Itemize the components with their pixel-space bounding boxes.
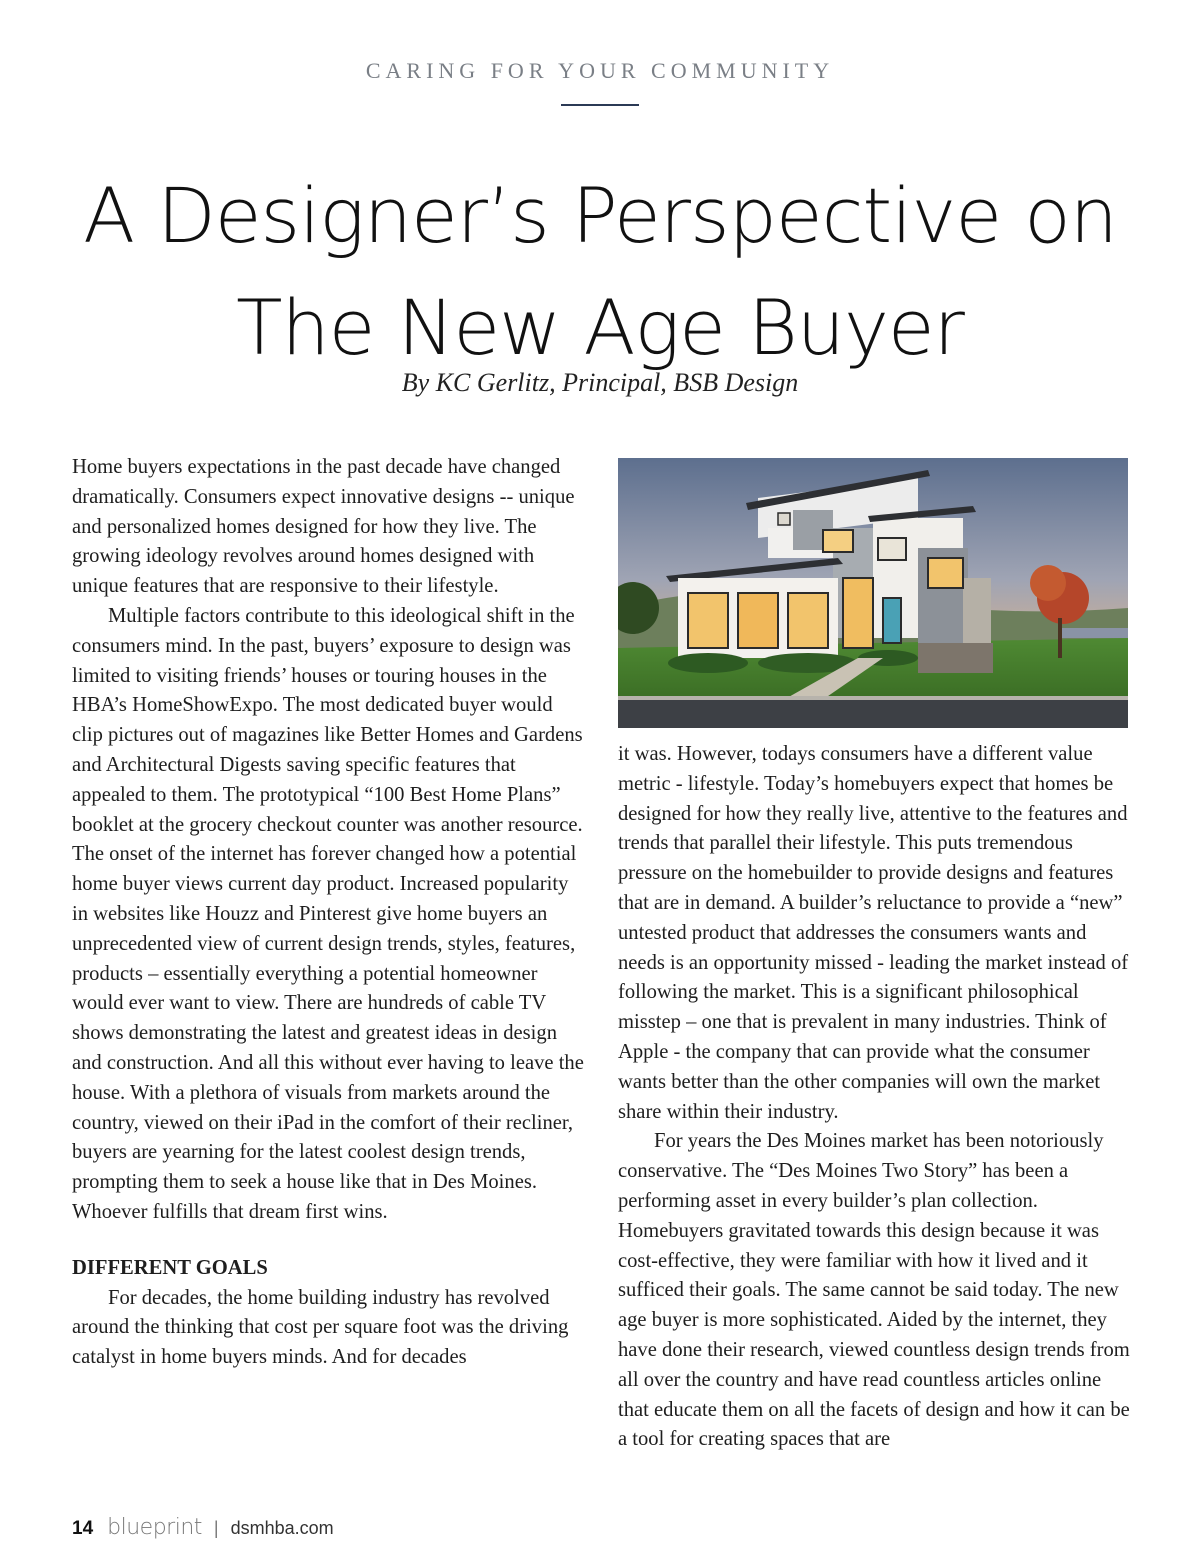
title-line-2: The New Age Buyer bbox=[236, 283, 964, 372]
article-title bbox=[0, 160, 1200, 384]
house-photo bbox=[618, 458, 1128, 728]
paragraph: For decades, the home building industry has revolved around the thinking that cost per square foot was the driving catalyst in home buyers minds. And for decades bbox=[72, 1286, 569, 1369]
kicker-divider bbox=[561, 104, 639, 106]
section-kicker: CARING FOR YOUR COMMUNITY bbox=[365, 58, 835, 83]
byline: By KC Gerlitz, Principal, BSB Design bbox=[401, 368, 799, 397]
website-link[interactable]: dsmhba.com bbox=[230, 1518, 334, 1538]
paragraph: For years the Des Moines market has been notoriously conservative. The “Des Moines Two Story” has been a performing asset in every builder’s plan collection. Homebuyers gravitated towards this design because it was cost-effective, they were familiar with how it lived and it sufficed their goals. The same cannot be said today. The new age buyer is more sophisticated. Aided by the internet, they have done their research, viewed countless design trends from all over the country and have read countless articles online that educate them on all the facets of design and how it can be a tool for creating spaces that are bbox=[618, 1130, 1130, 1451]
page-number: 14 bbox=[72, 1518, 94, 1539]
section-subhead: DIFFERENT GOALS bbox=[72, 1256, 268, 1279]
article-column-left bbox=[72, 453, 584, 1373]
paragraph: it was. However, todays consumers have a different value metric - lifestyle. Today’s homebuyers expect that homes be designed for how they really live, attentive to the features and trends that parallel their lifestyle. This puts tremendous pressure on the homebuilder to provide designs and features that are in demand. A builder’s reluctance to provide a “new” untested product that addresses the consumers wants and needs is an opportunity missed - leading the market instead of following the market. This is a significant philosophical misstep – one that is prevalent in many industries. Think of Apple - the company that can provide what the consumer wants better than the other companies will own the market share within their industry. bbox=[618, 743, 1129, 1123]
footer-separator: | bbox=[213, 1518, 219, 1538]
title-line-1: A Designer’s Perspective on bbox=[83, 171, 1117, 260]
magazine-logo: blueprint bbox=[107, 1515, 202, 1540]
article-column-right bbox=[618, 740, 1132, 1455]
page-footer bbox=[72, 1515, 334, 1545]
paragraph: Multiple factors contribute to this ideological shift in the consumers mind. In the past, buyers’ exposure to design was limited to visiting friends’ houses or touring houses in the HBA’s HomeShowExpo. The most dedicated buyer would clip pictures out of magazines like Better Homes and Gardens and Architectural Digests saving specific features that appealed to them. The prototypical “100 Best Home Plans” booklet at the grocery checkout counter was another resource. The onset of the internet has forever changed how a potential home buyer views current day product. Increased popularity in websites like Houzz and Pinterest give home buyers an unprecedented view of current design trends, styles, features, products – essentially everything a potential homeowner would ever want to view. There are hundreds of cable TV shows demonstrating the latest and greatest ideas in design and construction. And all this without ever having to leave the house. With a plethora of visuals from markets around the country, viewed on their iPad in the comfort of their recliner, buyers are yearning for the latest coolest design trends, prompting them to seek a house like that in Des Moines. Whoever fulfills that dream first wins. bbox=[72, 604, 584, 1223]
paragraph: Home buyers expectations in the past decade have changed dramatically. Consumers expect innovative designs -- unique and personalized homes designed for how they live. The growing ideology revolves around homes designed with unique features that are responsive to their lifestyle. bbox=[72, 456, 575, 598]
